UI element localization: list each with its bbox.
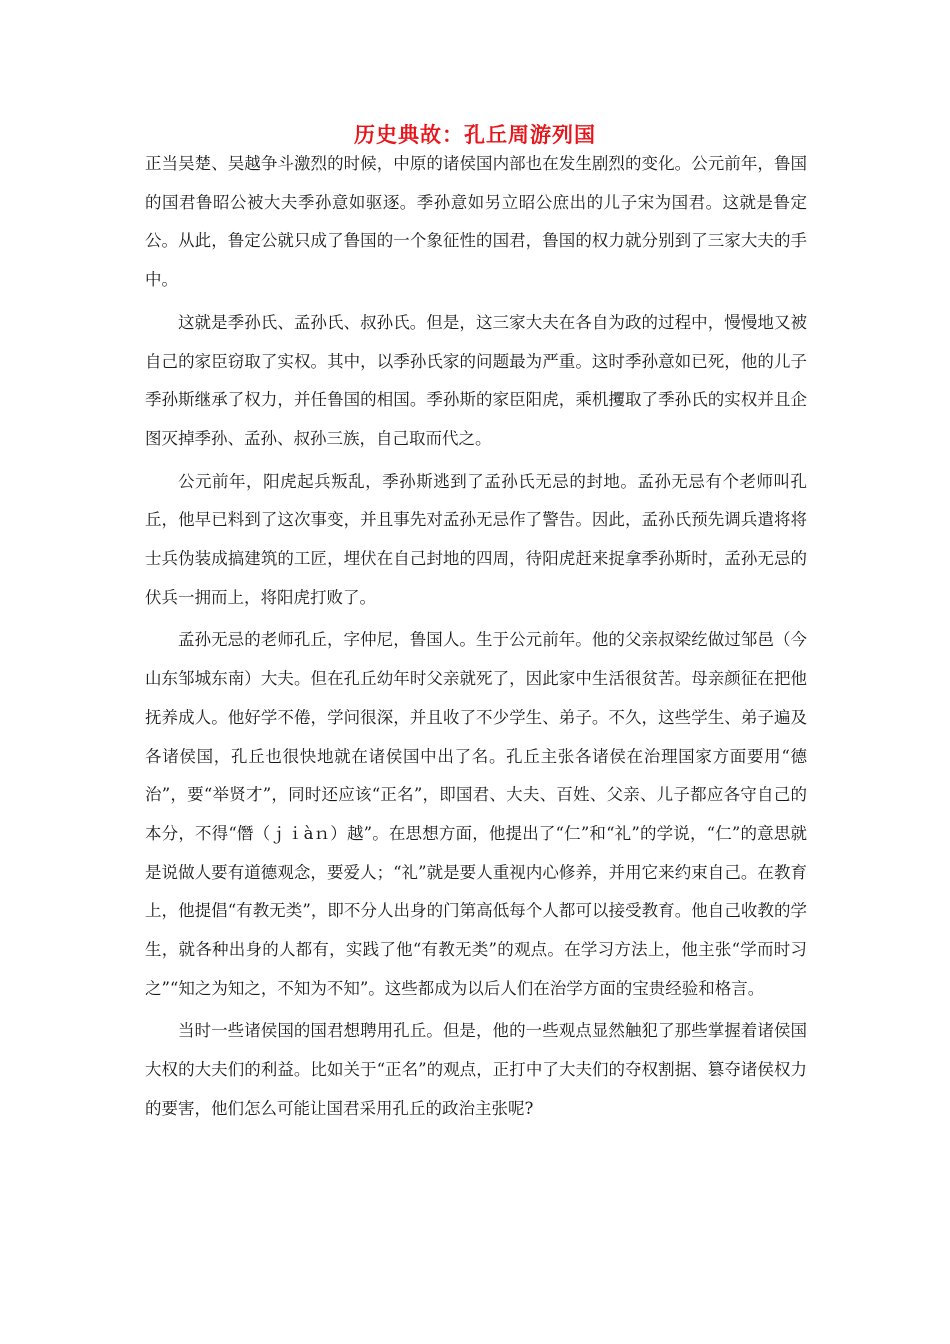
paragraph-1: 正当吴楚、吴越争斗激烈的时候，中原的诸侯国内部也在发生剧烈的变化。公元前年，鲁国的国君鲁昭公被大夫季孙意如驱逐。季孙意如另立昭公庶出的儿子宋为国君。这就是鲁定公。从此，鲁定公就只成了鲁国的一个象征性的国君，鲁国的权力就分别到了三家大夫的手中。	[145, 154, 807, 290]
paragraph-3: 公元前年，阳虎起兵叛乱，季孙斯逃到了孟孙氏无忌的封地。孟孙无忌有个老师叫孔丘，他早已料到了这次事变，并且事先对孟孙无忌作了警告。因此，孟孙氏预先调兵遣将将士兵伪装成搞建筑的工匠，埋伏在自己封地的四周，待阳虎赶来捉拿季孙斯时，孟孙无忌的伏兵一拥而上，将阳虎打败了。	[145, 471, 807, 607]
paragraph-2: 这就是季孙氏、孟孙氏、叔孙氏。但是，这三家大夫在各自为政的过程中，慢慢地又被自己的家臣窃取了实权。其中，以季孙氏家的问题最为严重。这时季孙意如已死，他的儿子季孙斯继承了权力，并任鲁国的相国。季孙斯的家臣阳虎，乘机攫取了季孙氏的实权并且企图灭掉季孙、孟孙、叔孙三族，自己取而代之。	[145, 312, 807, 448]
document-title: 历史典故：孔丘周游列国	[354, 123, 596, 147]
paragraph-4: 孟孙无忌的老师孔丘，字仲尼，鲁国人。生于公元前年。他的父亲叔梁纥做过邹邑（今山东邹城东南）大夫。但在孔丘幼年时父亲就死了，因此家中生活很贫苦。母亲颜征在把他抚养成人。他好学不倦，学问很深，并且收了不少学生、弟子。不久，这些学生、弟子遍及各诸侯国，孔丘也很快地就在诸侯国中出了名。孔丘主张各诸侯在治理国家方面要用“德治”，要“举贤才”，同时还应该“正名”，即国君、大夫、百姓、父亲、儿子都应各守自己的本分，不得“僭（ｊｉàｎ）越”。在思想方面，他提出了“仁”和“礼”的学说，“仁”的意思就是说做人要有道德观念，要爱人；“礼”就是要人重视内心修养，并用它来约束自己。在教育上，他提倡“有教无类”，即不分人出身的门第高低每个人都可以接受教育。他自己收教的学生，就各种出身的人都有，实践了他“有教无类”的观点。在学习方法上，他主张“学而时习之”“知之为知之，不知为不知”。这些都成为以后人们在治学方面的宝贵经验和格言。	[145, 630, 807, 998]
paragraph-5: 当时一些诸侯国的国君想聘用孔丘。但是，他的一些观点显然触犯了那些掌握着诸侯国大权的大夫们的利益。比如关于“正名”的观点，正打中了大夫们的夺权割据、篡夺诸侯权力的要害，他们怎么可能让国君采用孔丘的政治主张呢?	[145, 1021, 807, 1118]
document-body	[145, 145, 807, 1129]
